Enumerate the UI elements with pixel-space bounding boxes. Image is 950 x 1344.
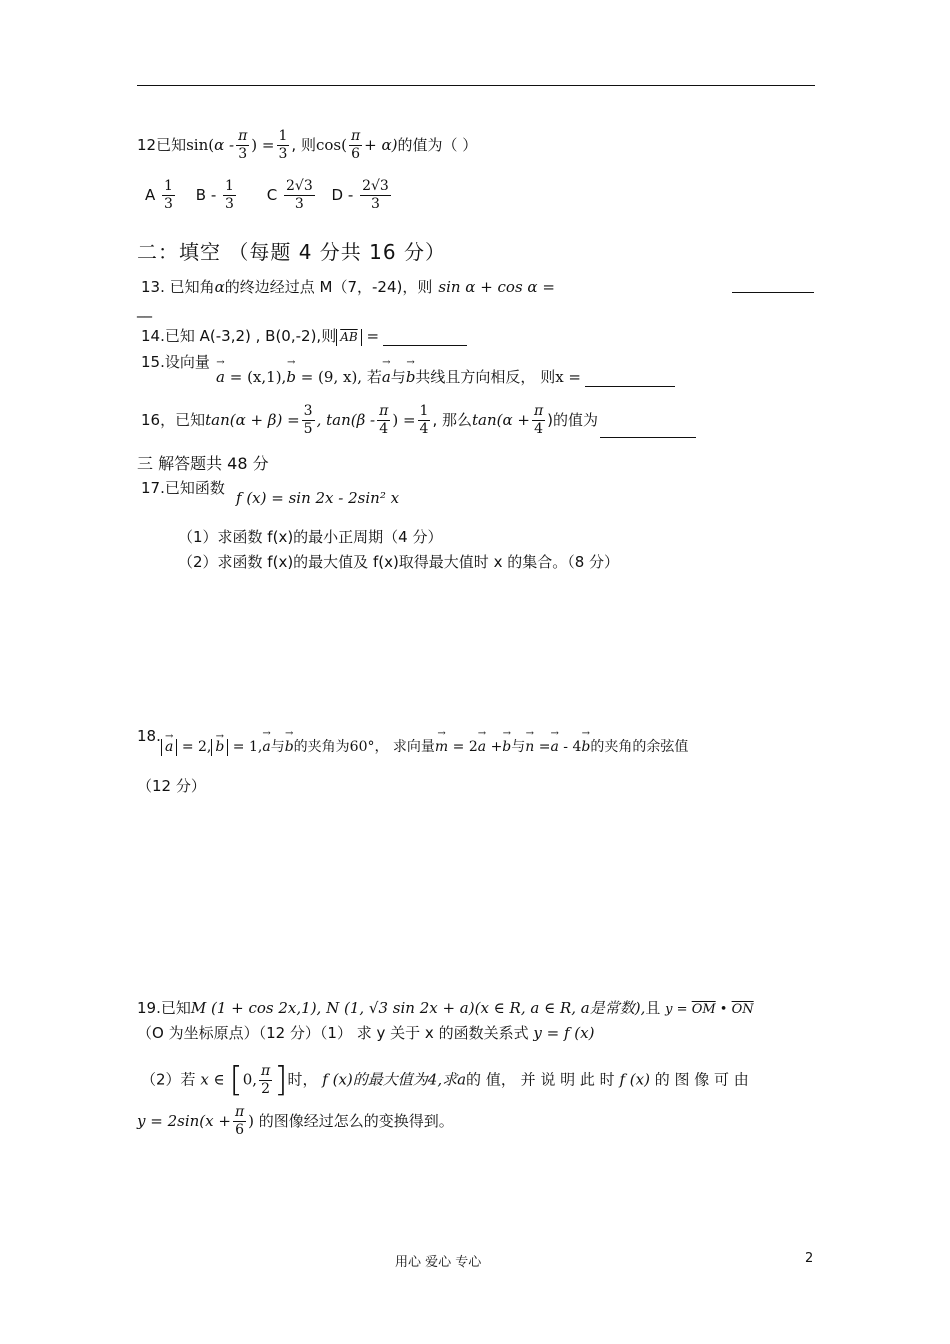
answer-blank-16[interactable] (600, 423, 696, 438)
question-19-line-2: （O 为坐标原点）（12 分）（1） 求 y 关于 x 的函数关系式 y = f (x) (137, 1024, 595, 1042)
question-17-part-2: （2）求函数 f(x)的最大值及 f(x)取得最大值时 x 的集合。（8 分） (178, 553, 620, 571)
question-17-label: 17.已知函数 (141, 479, 225, 497)
page-number: 2 (805, 1251, 814, 1266)
option-d: D - $\frac{2√3}{3}$ (331, 178, 389, 212)
question-18-score: （12 分） (137, 777, 206, 795)
question-15: a → = (x,1),b → = (9, x), 若a →与b →共线且方向相反， 则x = (216, 366, 675, 387)
option-b: B - $\frac{1}{3}$ (195, 178, 234, 212)
question-13-dash: __ (137, 300, 152, 318)
question-19: 19.已知M (1 + cos 2x,1), N (1, √3 sin 2x + a)(x ∈ R, a ∈ R, a是常数),且 $y = \overline{OM}$ • $\overline{ON}$ (137, 999, 754, 1017)
section-2-title: 二：填空 （每题 4 分共 16 分） (137, 240, 446, 264)
question-14: 14.已知 A(-3,2) , B(0,-2),则 $\overline{AB}$ = (141, 325, 467, 346)
question-12-options (145, 178, 393, 213)
question-19-line-4: y = 2sin(x + $\frac{\pi}{6}$ ) 的图像经过怎么的变换得到。 (137, 1104, 454, 1138)
option-c: C $\frac{2√3}{3}$ (266, 178, 313, 212)
section-3-title: 三 解答题共 48 分 (137, 454, 269, 473)
option-a: A $\frac{1}{3}$ (145, 178, 173, 212)
question-15-label: 15.设向量 (141, 353, 210, 371)
question-19-line-3: （2）若 x ∈ [0, $\frac{\pi}{2}$ ]时， f (x)的最大值为4,求a的 值， 并 说 明 此 时 f (x) 的 图 像 可 由 (141, 1060, 749, 1100)
answer-blank-13[interactable] (732, 276, 814, 293)
answer-blank-14[interactable] (383, 333, 467, 346)
question-16: 16，已知tan(α + β) = $\frac{3}{5}$ , tan(β - $\frac{\pi}{4}$ ) = $\frac{1}{4}$ , 那么tan(α + $\frac{\pi}{4}$ )的值为 (141, 403, 696, 438)
answer-blank-15[interactable] (585, 372, 675, 387)
question-18: a → = 2, b → = 1,a →与b →的夹角为60°， 求向量m → = 2a → +b →与n → =a → - 4b →的夹角的余弦值 (161, 736, 688, 756)
question-17-part-1: （1）求函数 f(x)的最小正周期（4 分） (178, 528, 443, 546)
question-12: 12已知sin(α - $\frac{\pi}{3}$ ) = $\frac{1}{3}$ , 则cos( $\frac{\pi}{6}$ + α)的值为（ ） (137, 128, 478, 162)
footer-motto: 用心 爱心 专心 (395, 1255, 482, 1270)
question-17-function: f (x) = sin 2x - 2sin² x (236, 489, 400, 507)
question-13: 13. 已知角α的终边经过点 M（7，-24)，则 sin α + cos α = (141, 278, 555, 296)
vector-ab-magnitude: $\overline{AB}$ (336, 329, 361, 346)
question-18-label: 18. (137, 727, 161, 745)
header-rule (137, 85, 815, 86)
